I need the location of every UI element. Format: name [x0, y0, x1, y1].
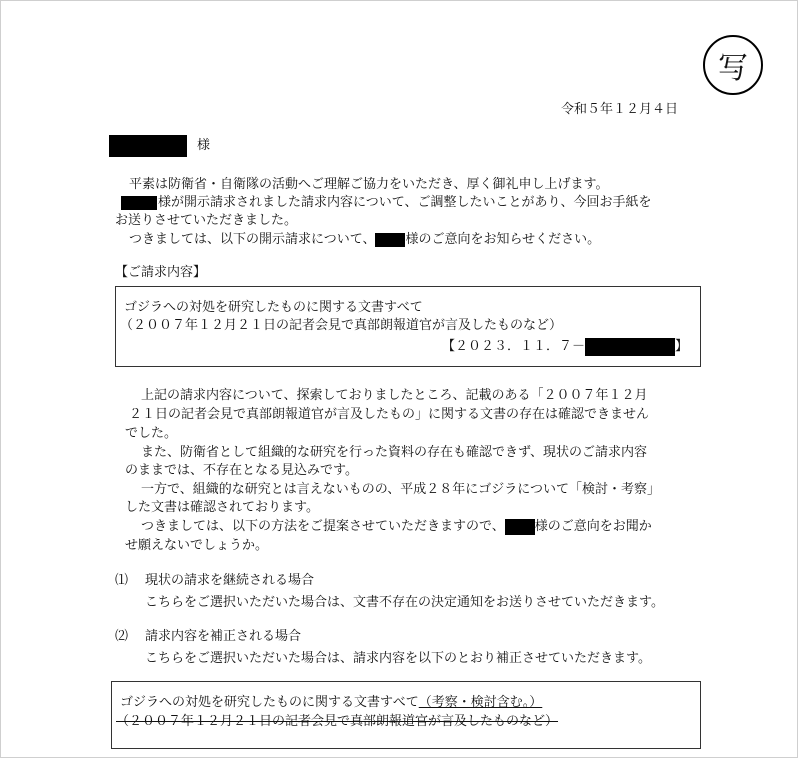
- copy-stamp: [703, 35, 763, 95]
- body-p2-line-1: また、防衛省として組織的な研究を行った資料の存在も確認できず、現状のご請求内容: [141, 445, 647, 460]
- amended-request-box: [111, 681, 701, 749]
- option-1-description: こちらをご選択いただいた場合は、文書不存在の決定通知をお送りさせていただきます。: [145, 595, 664, 610]
- body-p3-line-1: 一方で、組織的な研究とは言えないものの、平成２８年にゴジラについて「検討・考察」: [141, 482, 660, 497]
- body-p3-line-2: した文書は確認されております。: [125, 500, 319, 515]
- amended-line-2-struck: （２００７年１２月２１日の記者会見で真部朗報道官が言及したものなど）: [116, 714, 559, 729]
- body-p1-line-1: 上記の請求内容について、探索しておりましたところ、記載のある「２００７年１２月: [141, 388, 648, 403]
- redacted-reference: [585, 338, 675, 356]
- redacted-name: [121, 196, 157, 210]
- body-p4-line-2: せ願えないでしょうか。: [125, 538, 269, 553]
- option-2-description: こちらをご選択いただいた場合は、請求内容を以下のとおり補正させていただきます。: [145, 651, 651, 666]
- addressee-suffix: 様: [197, 138, 211, 153]
- intro-line-2-cont: お送りさせていただきました。: [115, 213, 298, 228]
- body-p2-line-2: のままでは、不存在となる見込みです。: [125, 463, 358, 478]
- body-p4-line-1: つきましては、以下の方法をご提案させていただきますので、 様のご意向をお聞か: [141, 519, 652, 534]
- body-p1-line-2: ２１日の記者会見で真部朗報道官が言及したもの」に関する文書の存在は確認できません: [129, 407, 650, 422]
- intro-line-2: 様が開示請求されました請求内容について、ご調整したいことがあり、今回お手紙を: [121, 194, 651, 212]
- section-heading: 【ご請求内容】: [115, 265, 207, 280]
- intro-line-1: 平素は防衛省・自衛隊の活動へご理解ご協力をいただき、厚く御礼申し上げます。: [129, 177, 609, 192]
- copy-stamp-label: 写: [718, 51, 748, 86]
- option-1-title: ⑴ 現状の請求を継続される場合: [115, 573, 315, 588]
- amended-line-1: ゴジラへの対処を研究したものに関する文書すべて（考察・検討含む。）: [120, 695, 543, 710]
- body-p1-line-3: でした。: [125, 426, 178, 441]
- request-line-2: （２００７年１２月２１日の記者会見で真部朗報道官が言及したものなど）: [120, 318, 563, 333]
- document-date: 令和５年１２月４日: [561, 102, 679, 117]
- redacted-name: [109, 135, 187, 157]
- added-text: （考察・検討含む。）: [418, 695, 543, 710]
- addressee: [109, 135, 210, 157]
- redacted-name: [505, 519, 535, 535]
- intro-line-3: つきましては、以下の開示請求について、 様のご意向をお知らせください。: [129, 232, 601, 247]
- option-2-title: ⑵ 請求内容を補正される場合: [115, 629, 302, 644]
- request-box: [115, 286, 701, 367]
- request-reference: 【２０２３．１１．７－ 】: [442, 339, 689, 354]
- redacted-name: [375, 233, 405, 247]
- request-line-1: ゴジラへの対処を研究したものに関する文書すべて: [124, 300, 423, 315]
